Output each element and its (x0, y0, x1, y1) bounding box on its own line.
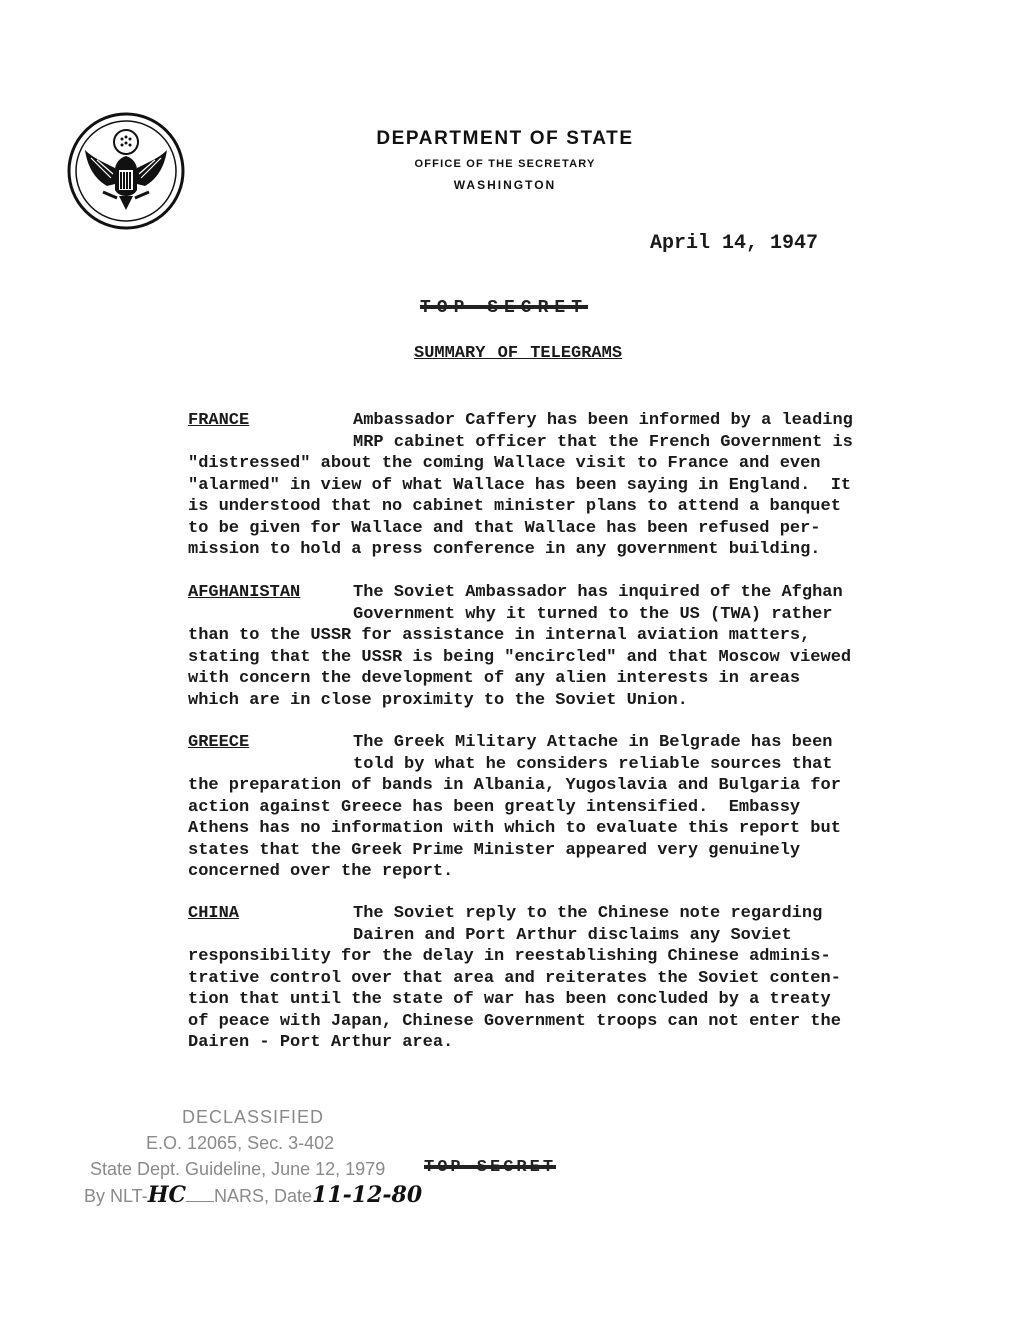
section-label: AFGHANISTAN (188, 583, 301, 602)
handwritten-date: 11-12-80 (312, 1182, 423, 1208)
declassified-label: DECLASSIFIED (182, 1107, 325, 1127)
office-name: OFFICE OF THE SECRETARY (414, 158, 596, 170)
handwritten-initials: HC (147, 1182, 186, 1208)
section-body: "distressed" about the coming Wallace visit to France and even "alarmed" in view of what Wallace has been saying in England. It is understood that no cabinet minister plans to attend a banquet to be given for Wallace and that Wallace has been refused per- mission to hold a press conference in any government building. (188, 454, 852, 559)
executive-order: E.O. 12065, Sec. 3-402 (146, 1133, 335, 1153)
section-body: the preparation of bands in Albania, Yugoslavia and Bulgaria for action against Greece has been greatly intensified. Embassy Athens has no information with which to evaluate this report but states that the Greek Prime Minister appeared very genuinely concerned over the report. (188, 776, 841, 881)
department-seal (67, 112, 185, 230)
section-body: than to the USSR for assistance in internal aviation matters, stating that the USSR is being "encircled" and that Moscow viewed with concern the development of any alien interests in areas which are in close proximity to the Soviet Union. (188, 626, 852, 710)
section-label: GREECE (188, 733, 250, 752)
section-line: The Soviet Ambassador has inquired of the Afghan (353, 583, 843, 602)
authorization-line (84, 1182, 422, 1209)
section-label: CHINA (188, 904, 240, 923)
section-line: Government why it turned to the US (TWA) rather (353, 604, 833, 624)
authorization-mid: NARS, Date (213, 1186, 313, 1206)
authorization-prefix: By NLT- (84, 1186, 148, 1206)
section-line: The Soviet reply to the Chinese note regarding (353, 904, 823, 923)
great-seal-eagle-icon (67, 112, 185, 230)
section-line: The Greek Military Attache in Belgrade has been (353, 733, 833, 752)
section-line: MRP cabinet officer that the French Government is (353, 432, 853, 452)
document-title: SUMMARY OF TELEGRAMS (414, 344, 623, 363)
section-line: Ambassador Caffery has been informed by a leading (353, 411, 853, 430)
declassification-stamp (84, 1104, 422, 1209)
section-line: told by what he considers reliable sources that (353, 754, 833, 774)
section-label: FRANCE (188, 411, 250, 430)
city-name: WASHINGTON (453, 178, 557, 192)
classification-bottom: TOP SECRET (424, 1158, 557, 1177)
letterhead (330, 128, 680, 192)
document-date: April 14, 1947 (650, 232, 819, 255)
section-line: Dairen and Port Arthur disclaims any Soviet (353, 925, 792, 945)
section-body: responsibility for the delay in reestablishing Chinese adminis- trative control over that area and reiterates the Soviet conten- tion that until the state of war has been concluded by a treaty of peace with Japan, Chinese Government troops can not enter the Dairen - Port Arthur area. (188, 947, 841, 1052)
classification-top: TOP SECRET (420, 298, 589, 318)
guideline-line: State Dept. Guideline, June 12, 1979 (90, 1159, 386, 1179)
department-name: DEPARTMENT OF STATE (376, 128, 634, 149)
